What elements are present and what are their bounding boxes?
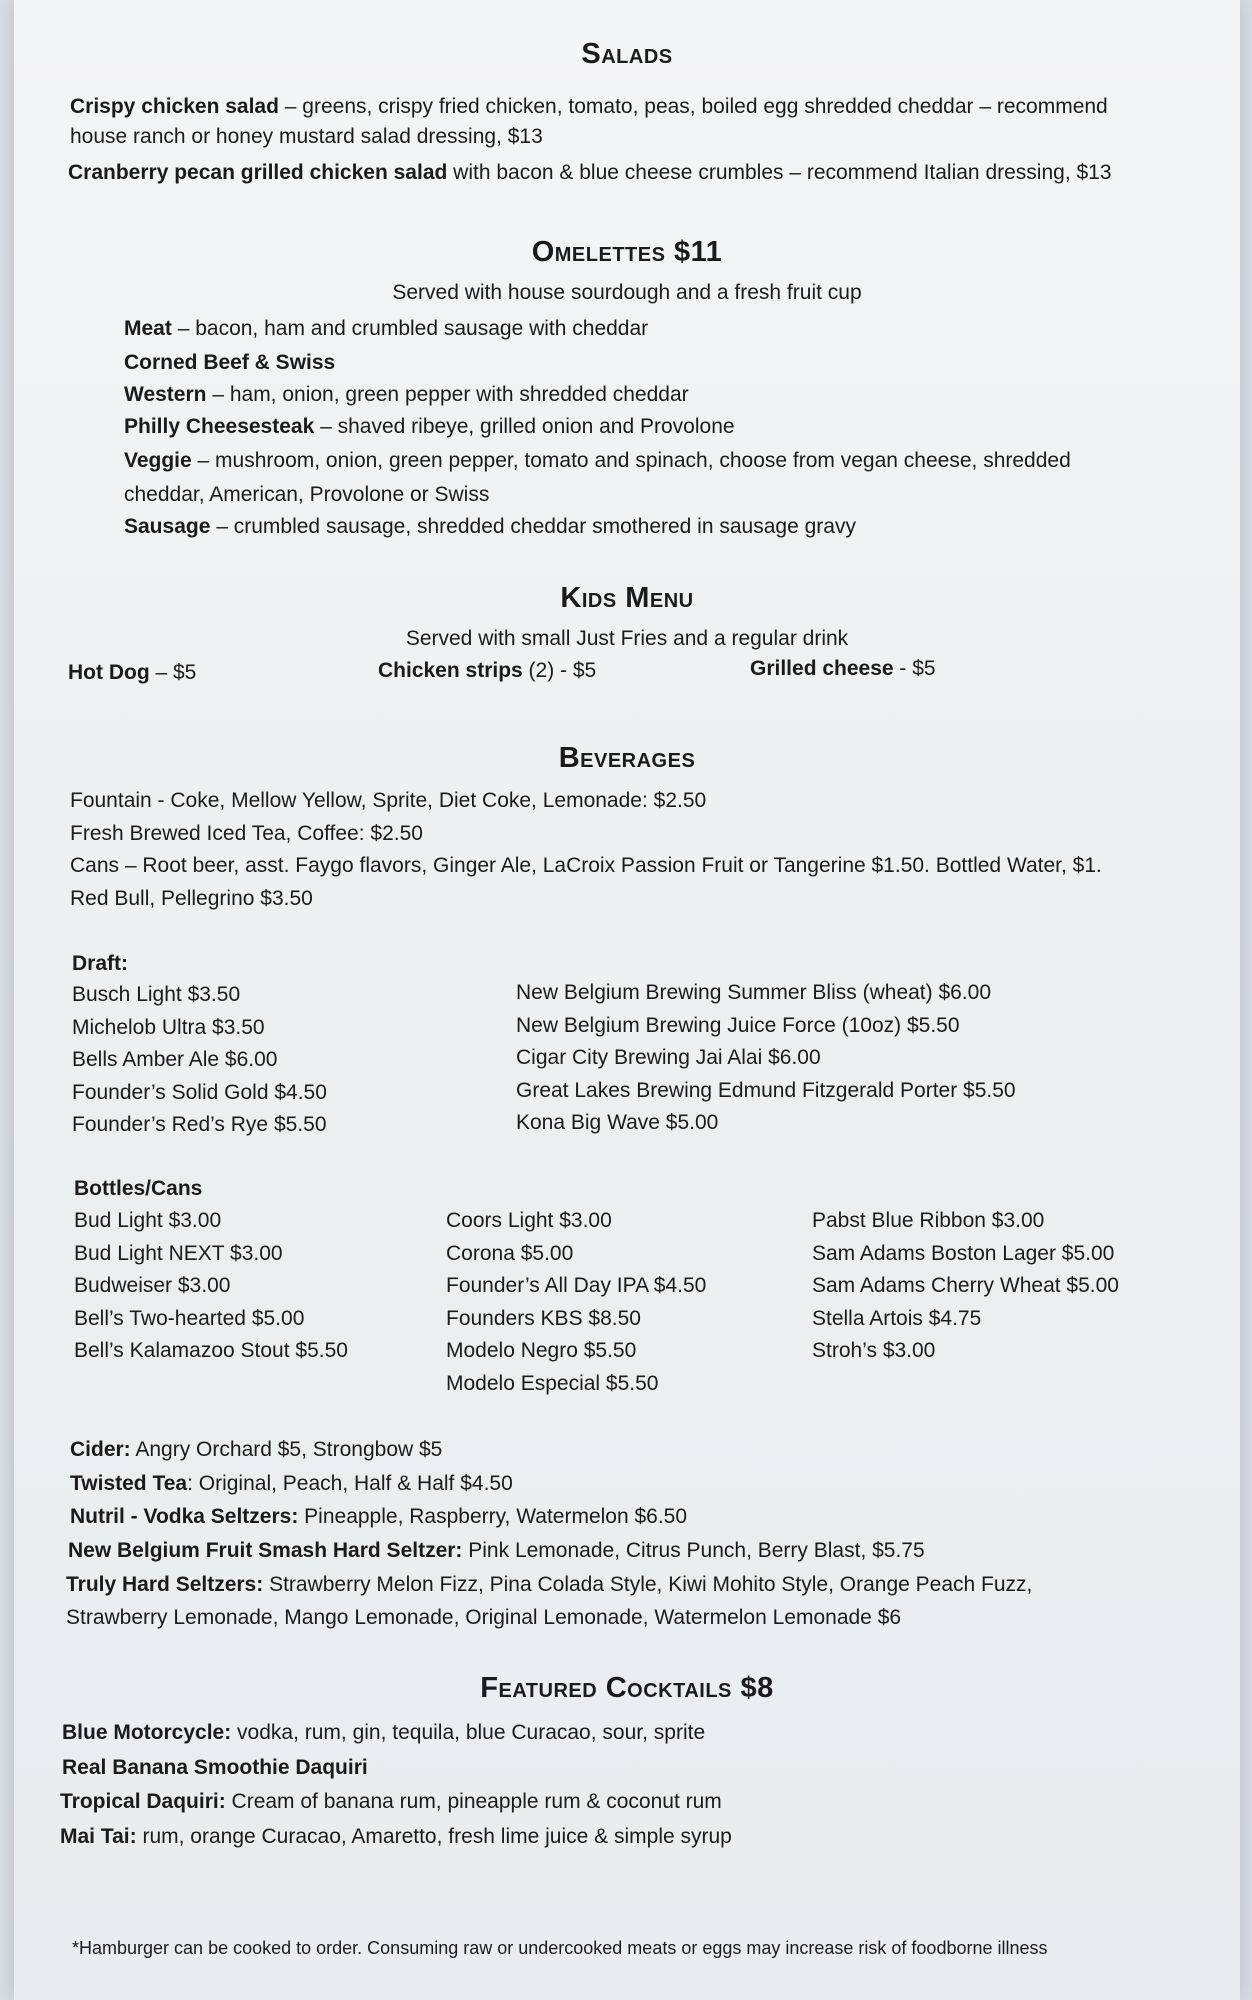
bottle-item: Sam Adams Cherry Wheat $5.00 [812,1274,1119,1297]
omelette-item: Corned Beef & Swiss [124,351,336,374]
beverage-line: Red Bull, Pellegrino $3.50 [70,887,313,910]
bottle-item: Corona $5.00 [446,1241,574,1265]
omelette-item: Philly Cheesesteak – shaved ribeye, grilled onion and Provolone [124,415,735,438]
omelette-item-cont: cheddar, American, Provolone or Swiss [124,483,490,506]
omelette-item: Sausage – crumbled sausage, shredded cheddar smothered in sausage gravy [124,515,856,538]
omelettes-heading: Omelettes $11 [531,236,723,268]
beverage-line: Fountain - Coke, Mellow Yellow, Sprite, Diet Coke, Lemonade: $2.50 [70,789,707,812]
draft-item: Kona Big Wave $5.00 [516,1111,719,1134]
bottle-item: Coors Light $3.00 [446,1209,612,1232]
bottle-item: Founders KBS $8.50 [446,1306,641,1330]
draft-item: New Belgium Brewing Summer Bliss (wheat) $6.00 [516,981,992,1004]
kids-heading: Kids Menu [560,582,694,614]
beverage-line: Cans – Root beer, asst. Faygo flavors, Ginger Ale, LaCroix Passion Fruit or Tangerine $1.50. Bottled Water, $1. [70,854,1102,877]
bottle-item: Bell’s Two-hearted $5.00 [74,1306,305,1330]
draft-item: New Belgium Brewing Juice Force (10oz) $5.50 [516,1013,960,1037]
cocktail-item: Blue Motorcycle: vodka, rum, gin, tequila, blue Curacao, sour, sprite [62,1721,706,1744]
draft-item: Founder’s Red’s Rye $5.50 [72,1113,327,1136]
bottles-col-3 [812,1205,1119,1368]
draft-item: Busch Light $3.50 [72,983,241,1006]
omelette-item: Western – ham, onion, green pepper with shredded cheddar [124,383,689,406]
bottle-item: Sam Adams Boston Lager $5.00 [812,1241,1115,1265]
bottle-item: Modelo Especial $5.50 [446,1371,659,1395]
draft-item: Michelob Ultra $3.50 [72,1015,265,1039]
salads-heading: Salads [581,38,673,70]
salad-item: Cranberry pecan grilled chicken salad with bacon & blue cheese crumbles – recommend Italian dressing, $13 [68,161,1112,184]
bottle-item: Stroh’s $3.00 [812,1339,936,1362]
draft-item: Great Lakes Brewing Edmund Fitzgerald Porter $5.50 [516,1078,1016,1102]
cocktail-item: Real Banana Smoothie Daquiri [62,1756,368,1779]
other-drink: Cider: Angry Orchard $5, Strongbow $5 [70,1438,443,1461]
bottles-label: Bottles/Cans [74,1177,203,1200]
other-drink: Truly Hard Seltzers: Strawberry Melon Fizz, Pina Colada Style, Kiwi Mohito Style, Orange Peach Fuzz, [66,1573,1033,1596]
kids-item: Grilled cheese - $5 [750,657,936,680]
draft-list-right [516,977,1016,1140]
omelette-item: Meat – bacon, ham and crumbled sausage with cheddar [124,317,649,340]
bottles-col-2 [446,1205,706,1400]
draft-list-left [72,979,327,1142]
omelettes-subtitle: Served with house sourdough and a fresh fruit cup [392,281,862,304]
bottles-col-1 [74,1205,348,1368]
kids-item: Chicken strips (2) - $5 [378,659,597,682]
beverage-line: Fresh Brewed Iced Tea, Coffee: $2.50 [70,822,423,845]
draft-label: Draft: [72,952,128,975]
other-drink-cont: Strawberry Lemonade, Mango Lemonade, Original Lemonade, Watermelon Lemonade $6 [66,1606,902,1629]
other-drink: Nutril - Vodka Seltzers: Pineapple, Raspberry, Watermelon $6.50 [70,1505,688,1528]
omelette-item: Veggie – mushroom, onion, green pepper, tomato and spinach, choose from vegan cheese, shredded [124,449,1071,472]
draft-item: Founder’s Solid Gold $4.50 [72,1080,327,1104]
bottle-item: Stella Artois $4.75 [812,1306,982,1330]
kids-item: Hot Dog – $5 [68,661,197,684]
footnote: *Hamburger can be cooked to order. Consuming raw or undercooked meats or eggs may increase risk of foodborne illness [72,1938,1048,1958]
menu-sheet [14,0,1240,2000]
bottle-item: Budweiser $3.00 [74,1274,231,1297]
bottle-item: Bell’s Kalamazoo Stout $5.50 [74,1339,348,1362]
other-drink: New Belgium Fruit Smash Hard Seltzer: Pink Lemonade, Citrus Punch, Berry Blast, $5.75 [68,1539,925,1562]
cocktail-item: Mai Tai: rum, orange Curacao, Amaretto, fresh lime juice & simple syrup [60,1825,732,1848]
bottle-item: Pabst Blue Ribbon $3.00 [812,1209,1045,1232]
cocktail-item: Tropical Daquiri: Cream of banana rum, pineapple rum & coconut rum [60,1790,722,1813]
salad-item-cont: house ranch or honey mustard salad dressing, $13 [70,125,543,148]
draft-item: Bells Amber Ale $6.00 [72,1048,278,1071]
bottle-item: Modelo Negro $5.50 [446,1339,637,1362]
cocktails-heading: Featured Cocktails $8 [480,1672,774,1704]
other-drink: Twisted Tea: Original, Peach, Half & Half $4.50 [70,1472,513,1495]
bottle-item: Bud Light $3.00 [74,1209,222,1232]
kids-subtitle: Served with small Just Fries and a regular drink [405,627,849,650]
bottle-item: Bud Light NEXT $3.00 [74,1241,283,1265]
draft-item: Cigar City Brewing Jai Alai $6.00 [516,1046,821,1069]
beverages-heading: Beverages [558,742,696,774]
bottle-item: Founder’s All Day IPA $4.50 [446,1274,707,1297]
salad-item: Crispy chicken salad – greens, crispy fried chicken, tomato, peas, boiled egg shredded cheddar – recommend [70,95,1108,118]
